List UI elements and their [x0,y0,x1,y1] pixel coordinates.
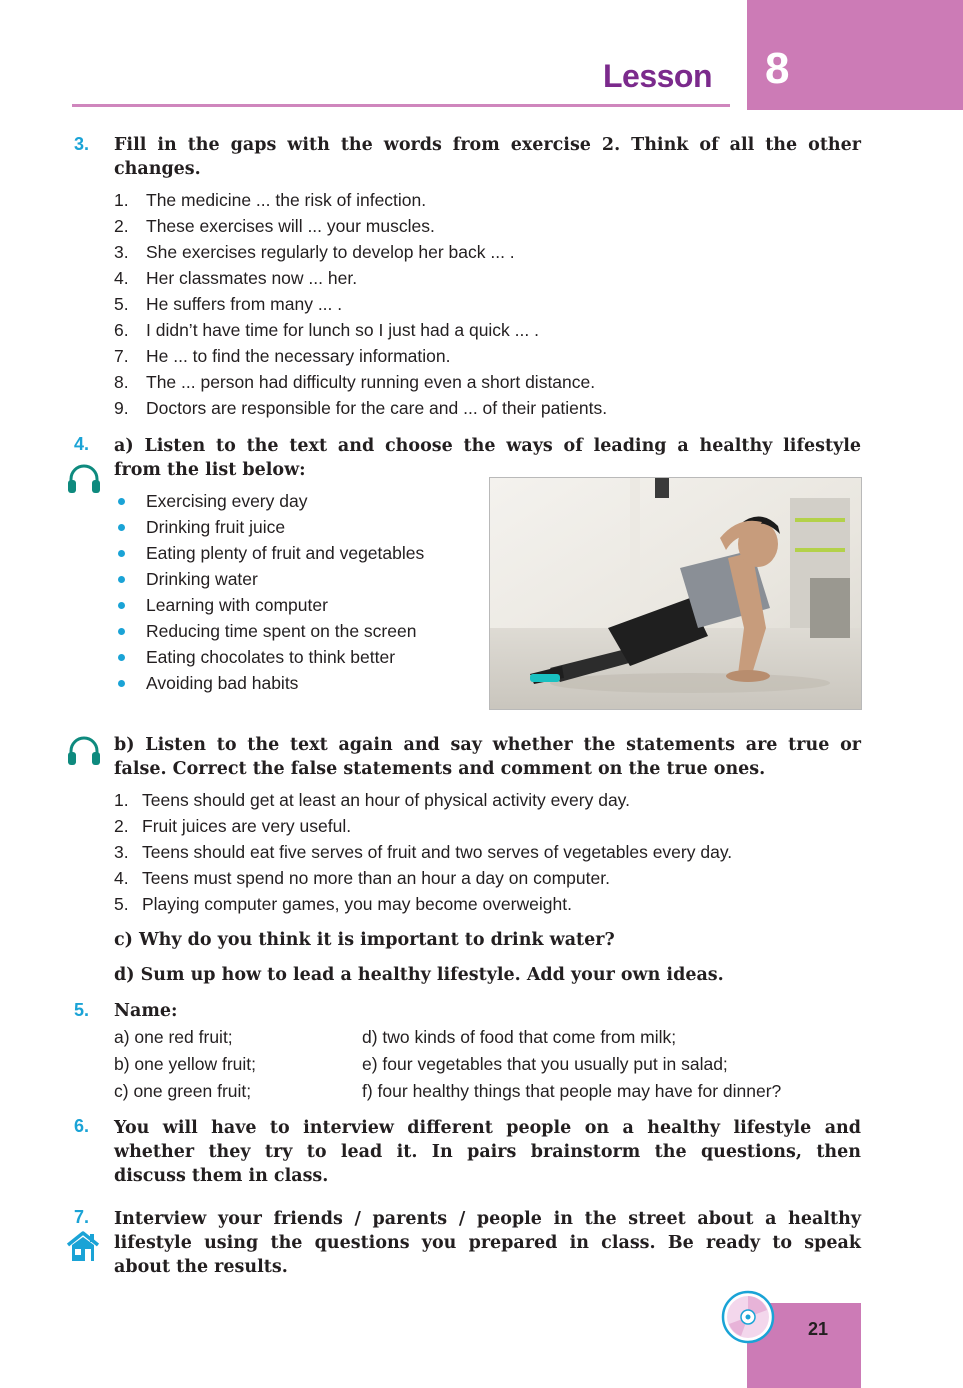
lesson-number: 8 [765,44,790,93]
instruction-line: false. Correct the false statements and comment on the true ones. [114,759,766,779]
exercise-3-instruction [114,133,861,181]
instruction-line: b) Listen to the text again and say whether the statements are true or [114,735,861,755]
cd-icon [721,1290,775,1344]
exercise-5-number: 5. [74,1000,90,1020]
list-item: Drinking water [114,566,424,592]
exercise-5-title: Name: [114,1001,178,1021]
list-item: 2. These exercises will ... your muscles. [114,216,435,236]
list-item: 3. She exercises regularly to develop her back ... . [114,242,515,262]
lesson-number-box [747,0,963,110]
exercise-4-number: 4. [74,434,90,454]
list-item: Exercising every day [114,488,424,514]
instruction-line: about the results. [114,1257,288,1277]
list-item: 5. He suffers from many ... . [114,294,343,314]
exercise-3-list [114,187,607,421]
list-item: Eating chocolates to think better [114,644,424,670]
list-item: 6. I didn’t have time for lunch so I just had a quick ... . [114,320,539,340]
exercise-4c-question: c) Why do you think it is important to drink water? [114,930,615,950]
instruction-line: whether they try to lead it. In pairs brainstorm the questions, then [114,1142,861,1162]
list-item: 4. Her classmates now ... her. [114,268,358,288]
exercise-4b-instruction [114,733,861,781]
lifestyle-options-list [114,488,424,696]
list-item: 1. The medicine ... the risk of infection. [114,190,427,210]
instruction-line: changes. [114,159,201,179]
instruction-line: Interview your friends / parents / people in the street about a healthy [114,1209,861,1229]
exercise-4a-instruction [114,434,861,482]
instruction-line: discuss them in class. [114,1166,329,1186]
header-divider [72,104,730,107]
house-icon [66,1230,100,1262]
exercise-photo [489,477,862,710]
instruction-line: Fill in the gaps with the words from exercise 2. Think of all the other [114,135,861,155]
instruction-line: a) Listen to the text and choose the ways of leading a healthy lifestyle [114,436,861,456]
exercise-6-instruction [114,1116,861,1188]
list-item: 3. Teens should eat five serves of fruit and two serves of vegetables every day. [114,842,733,862]
instruction-line: lifestyle using the questions you prepared in class. Be ready to speak [114,1233,861,1253]
headphones-icon [66,736,102,766]
exercise-4d-question: d) Sum up how to lead a healthy lifestyle. Add your own ideas. [114,965,724,985]
list-item: 7. He ... to find the necessary information. [114,346,451,366]
instruction-line: You will have to interview different people on a healthy lifestyle and [114,1118,861,1138]
page-number: 21 [807,1319,829,1339]
exercise-3-number: 3. [74,134,90,154]
lesson-heading: Lesson [602,58,712,94]
list-item: Learning with computer [114,592,424,618]
true-false-statements [114,787,732,917]
headphones-icon [66,464,102,494]
list-item: Avoiding bad habits [114,670,424,696]
exercise-6-number: 6. [74,1116,90,1136]
list-item: Drinking fruit juice [114,514,424,540]
list-item: Reducing time spent on the screen [114,618,424,644]
man-side-plank-illustration [490,478,862,710]
list-item: 9. Doctors are responsible for the care and ... of their patients. [114,398,608,418]
list-item: 8. The ... person had difficulty running even a short distance. [114,372,596,392]
list-item: 2. Fruit juices are very useful. [114,816,352,836]
list-item: 5. Playing computer games, you may become overweight. [114,894,572,914]
exercise-7-number: 7. [74,1207,90,1227]
list-item: 1. Teens should get at least an hour of physical activity every day. [114,790,631,810]
list-item: 4. Teens must spend no more than an hour a day on computer. [114,868,610,888]
list-item: Eating plenty of fruit and vegetables [114,540,424,566]
exercise-7-instruction [114,1207,861,1279]
instruction-line: from the list below: [114,460,306,480]
